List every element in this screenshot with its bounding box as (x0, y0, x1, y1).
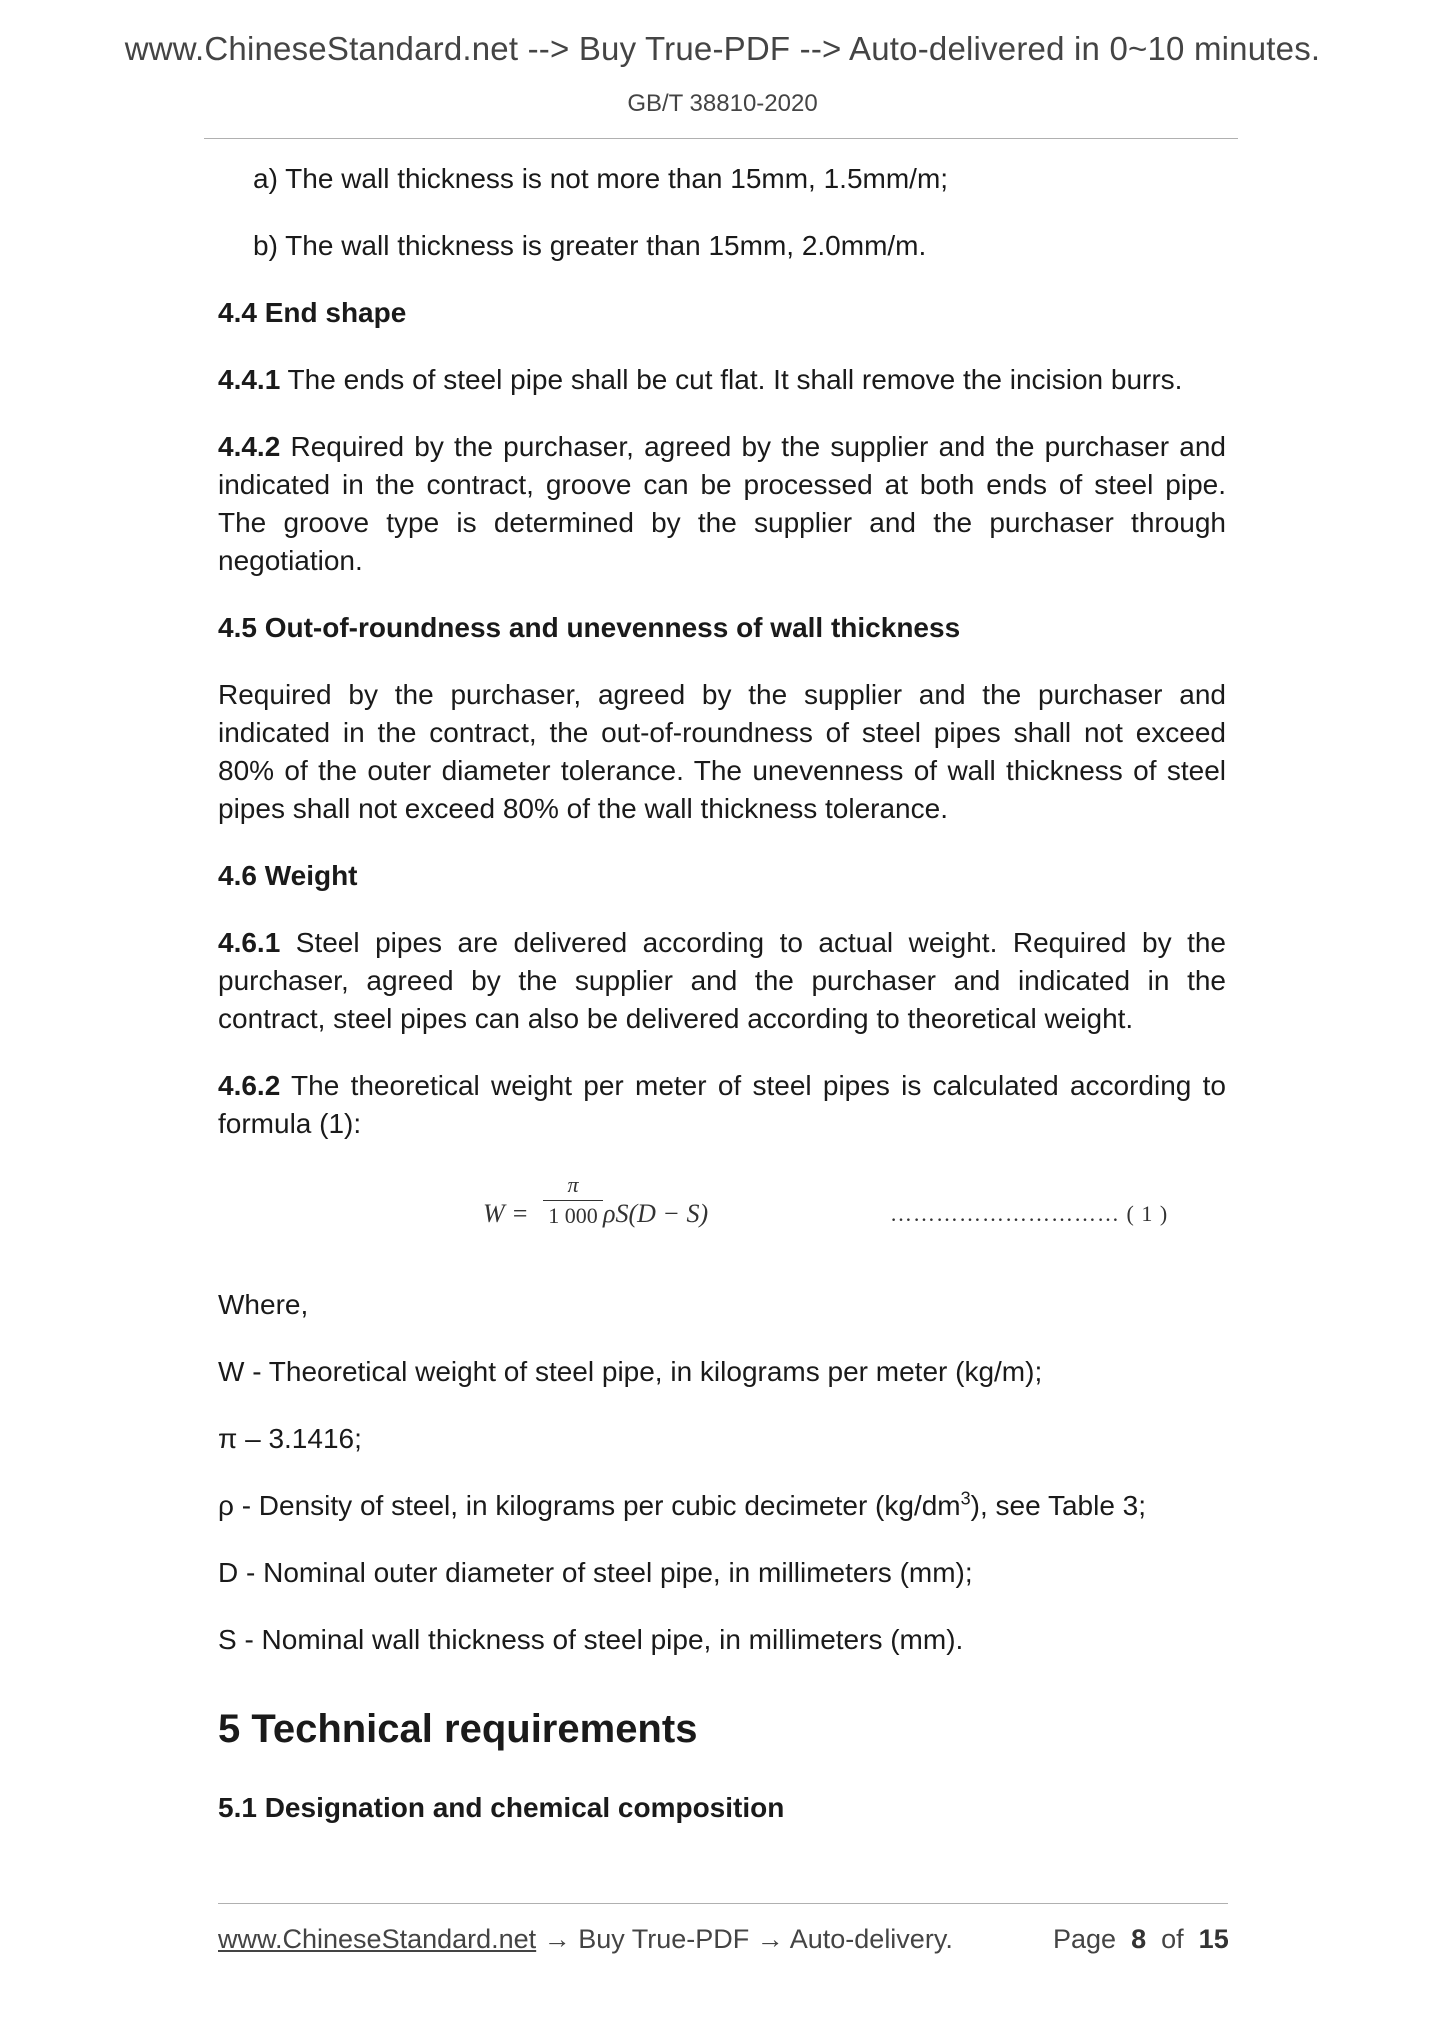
weight-formula (218, 1172, 1226, 1252)
page-current: 8 (1131, 1924, 1147, 1954)
formula-fraction (543, 1172, 603, 1229)
formula-lhs: W = (483, 1199, 529, 1228)
definition-rho-tail: ), see Table 3; (970, 1490, 1147, 1521)
clause-4-4-1 (218, 361, 1226, 399)
fraction-numerator: π (567, 1172, 579, 1197)
definition-s: S - Nominal wall thickness of steel pipe, in millimeters (mm). (218, 1624, 964, 1655)
clause-text: Required by the purchaser, agreed by the supplier and the purchaser and indicated in the contract, groove can be processed at both ends of steel pipe. The groove type is determined by the supplier and the purchaser through negotiation. (218, 431, 1226, 576)
definition-w: W - Theoretical weight of steel pipe, in kilograms per meter (kg/m); (218, 1356, 1043, 1387)
definition-d: D - Nominal outer diameter of steel pipe, in millimeters (mm); (218, 1557, 973, 1588)
list-item-a: a) The wall thickness is not more than 15mm, 1.5mm/m; (253, 163, 949, 194)
where-label: Where, (218, 1289, 309, 1320)
formula-rhs: ρS(D − S) (603, 1199, 709, 1228)
clause-number: 4.6.1 (218, 927, 281, 958)
section-4-4-heading: 4.4 End shape (218, 297, 407, 328)
clause-number: 4.4.2 (218, 431, 281, 462)
fraction-denominator: 1 000 (548, 1203, 598, 1228)
section-4-5-heading: 4.5 Out-of-roundness and unevenness of wall thickness (218, 612, 961, 643)
page-indicator (1053, 1924, 1229, 1955)
clause-4-6-2 (218, 1067, 1226, 1143)
site-banner: www.ChineseStandard.net --> Buy True-PDF --> Auto-delivered in 0~10 minutes. (124, 30, 1321, 67)
footer-divider (218, 1903, 1228, 1904)
clause-number: 4.4.1 (218, 364, 281, 395)
clause-text: The theoretical weight per meter of steel pipes is calculated according to formula (1): (218, 1070, 1226, 1139)
page-label: Page (1053, 1924, 1117, 1954)
section-4-5-paragraph: Required by the purchaser, agreed by the supplier and the purchaser and indicated in the contract, the out-of-roundness of steel pipes shall not exceed 80% of the outer diameter tolerance. The unevenness of wall thickness of steel pipes shall not exceed 80% of the wall thickness tolerance. (218, 679, 1226, 824)
definition-rho (218, 1487, 1226, 1525)
footer-link[interactable]: www.ChineseStandard.net (218, 1924, 537, 1954)
clause-4-6-1 (218, 924, 1226, 1038)
section-4-6-heading: 4.6 Weight (218, 860, 358, 891)
definition-rho-text: ρ - Density of steel, in kilograms per cubic decimeter (kg/dm (218, 1490, 961, 1521)
definition-pi: π – 3.1416; (218, 1423, 362, 1454)
clause-number: 4.6.2 (218, 1070, 281, 1101)
page-content (218, 160, 1226, 1856)
section-5-heading: 5 Technical requirements (218, 1707, 698, 1751)
header-divider (204, 138, 1238, 139)
list-item-b: b) The wall thickness is greater than 15mm, 2.0mm/m. (253, 230, 927, 261)
page-total: 15 (1198, 1924, 1229, 1954)
page-of: of (1161, 1924, 1184, 1954)
document-number: GB/T 38810-2020 (627, 90, 818, 117)
clause-4-4-2 (218, 428, 1226, 580)
footer-tail: → Buy True-PDF → Auto-delivery. (536, 1924, 953, 1954)
fraction-bar (543, 1200, 603, 1201)
superscript: 3 (960, 1488, 971, 1509)
section-5-1-heading: 5.1 Designation and chemical composition (218, 1792, 785, 1823)
footer-promo (218, 1924, 953, 1955)
formula-number: ………………………… ( 1 ) (890, 1201, 1169, 1226)
clause-text: Steel pipes are delivered according to actual weight. Required by the purchaser, agreed by the supplier and the purchaser and indicated in the contract, steel pipes can also be delivered according to theoretical weight. (218, 927, 1226, 1034)
clause-text: The ends of steel pipe shall be cut flat. It shall remove the incision burrs. (280, 364, 1183, 395)
